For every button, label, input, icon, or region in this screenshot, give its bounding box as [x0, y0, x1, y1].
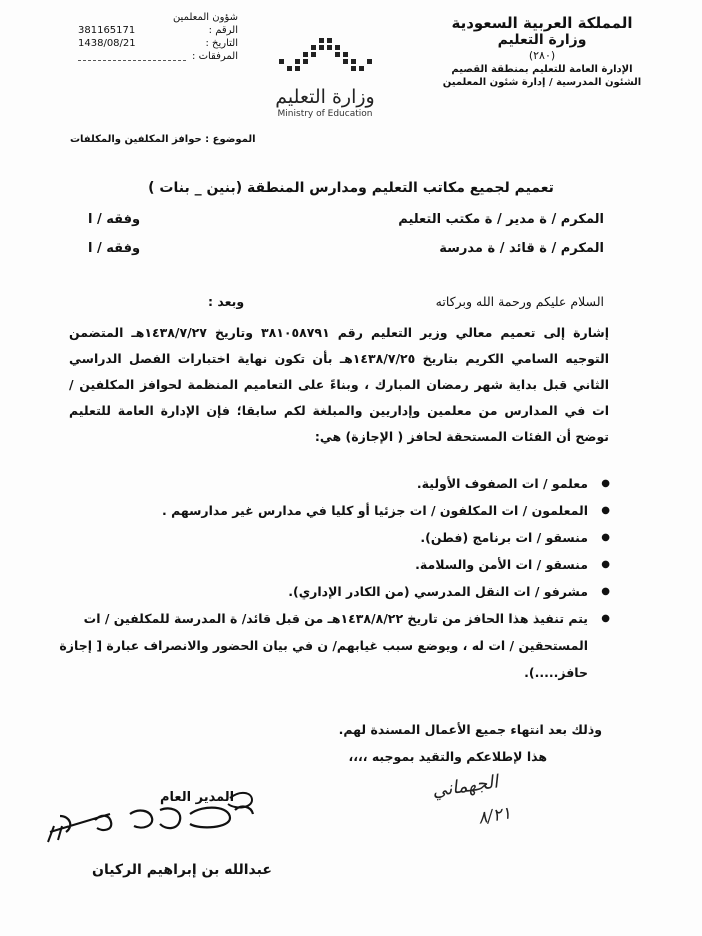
closing-line-2: هذا لإطلاعكم والتقيد بموجبه ،،،،: [348, 749, 547, 764]
ministry-name: وزارة التعليم: [497, 32, 587, 48]
list-item: ● منسقو / ات الأمن والسلامة.: [50, 551, 610, 578]
attachments-label: المرفقات :: [192, 51, 238, 62]
greeting-after: وبعد :: [208, 294, 245, 309]
reference-number-label: الرقم :: [208, 25, 238, 36]
handwritten-name: الجهماني: [430, 771, 500, 802]
closing-line-1: وذلك بعد انتهاء جميع الأعمال المسندة لهم.: [338, 722, 602, 737]
eligible-categories-list: [50, 470, 610, 686]
reference-date-label: التاريخ :: [205, 38, 238, 49]
addressee-2-suffix: وفقه / ا: [88, 241, 141, 256]
greeting: السلام عليكم ورحمة الله وبركاته: [435, 294, 604, 309]
addressee-1-suffix: وفقه / ا: [88, 212, 141, 227]
logo-english-text: Ministry of Education: [277, 109, 373, 119]
reference-date: 1438/08/21: [78, 38, 136, 49]
reference-block: [78, 12, 238, 64]
logo-arabic-text: وزارة التعليم: [275, 86, 375, 108]
letterhead: [432, 14, 652, 89]
signature-role: المدير العام: [160, 790, 235, 805]
reference-number: 381165171: [78, 25, 136, 36]
subject-line: الموضوع : حوافز المكلفين والمكلفات: [70, 134, 256, 145]
list-item: ● معلمو / ات الصفوف الأولية.: [50, 470, 610, 497]
signatory-name: عبدالله بن إبراهيم الركيان: [92, 862, 272, 878]
addressee-1: المكرم / ة مدير / ة مكتب التعليم: [398, 212, 604, 227]
attachments-line: [78, 51, 186, 61]
handwritten-date: ٨/٢١: [476, 803, 513, 829]
ministry-logo: [255, 30, 395, 119]
body-text: إشارة إلى تعميم معالي وزير التعليم رقم ٣٨١٠٥٨٧٩١ وتاريخ ١٤٣٨/٧/٢٧هـ المتضمن التوجيه السامي الكريم بتاريخ ١٤٣٨/٧/٢٥هـ بأن تكون نهاية اختبارات الفصل الدراسي الثاني قبل بداية شهر رمضان المبارك ، وبناءً على التعاميم المنظمة لحوافز المكلفين / ات في المدارس من معلمين وإداريين والمبلغة لكم سابقا؛ فإن الإدارة العامة للتعليم توضح أن الفئات المستحقة لحافز ( الإجازة) هي:: [69, 325, 609, 444]
logo-mark-icon: [255, 30, 395, 80]
list-item: ● مشرفو / ات النقل المدرسي (من الكادر الإداري).: [50, 578, 610, 605]
list-item: ● المعلمون / ات المكلفون / ات جزئيا أو كليا في مدارس غير مدارسهم .: [50, 497, 610, 524]
circular-title: تعميم لجميع مكاتب التعليم ومدارس المنطقة (بنين _ بنات ): [148, 180, 554, 196]
signature-scribble: [40, 780, 290, 860]
ministry-code: (٢٨٠): [528, 49, 556, 62]
list-item: ● منسقو / ات برنامج (فطن).: [50, 524, 610, 551]
addressee-2: المكرم / ة قائد / ة مدرسة: [439, 241, 604, 256]
directorate-name: الإدارة العامة للتعليم بمنطقة القصيم: [451, 64, 633, 75]
list-item: ● يتم تنفيذ هذا الحافز من تاريخ ١٤٣٨/٨/٢٢هـ من قبل قائد/ ة المدرسة للمكلفين / ات المستحقين / ات له ، ويوضع سبب غيابهم/ ن في بيان الحضور والانصراف عبارة [ إجازة حافز.....).: [50, 605, 610, 686]
kingdom-name: المملكة العربية السعودية: [451, 14, 633, 32]
office-label: شؤون المعلمين: [172, 12, 238, 23]
department-name: الشئون المدرسية / إدارة شئون المعلمين: [442, 77, 642, 88]
body-paragraph: [69, 320, 609, 450]
